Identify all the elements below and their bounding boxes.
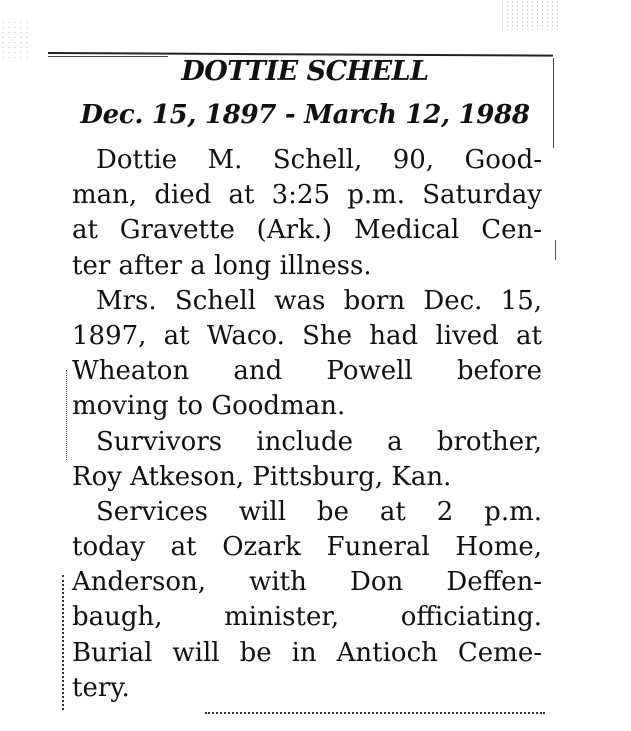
body-line: Mrs. Schell was born Dec. 15, <box>96 285 542 316</box>
body-line: tery. <box>72 672 130 703</box>
body-line: Dottie M. Schell, 90, Good- <box>96 145 542 175</box>
clipping-edge-left <box>66 370 67 460</box>
body-line: Survivors include a brother, <box>96 426 542 457</box>
clipping-edge-right <box>553 58 554 148</box>
body-line: Services will be at 2 p.m. <box>96 496 542 527</box>
clipping-edge-bottom <box>205 712 545 714</box>
body-line: ter after a long illness. <box>72 250 372 281</box>
body-line: Roy Atkeson, Pittsburg, Kan. <box>72 461 452 492</box>
clipping-edge-right <box>555 240 556 260</box>
body-line: 1897, at Waco. She had lived at <box>72 320 542 351</box>
obituary-body <box>72 143 542 706</box>
scan-noise <box>500 0 560 30</box>
obituary-name: DOTTIE SCHELL <box>181 56 429 87</box>
body-line: moving to Goodman. <box>72 391 346 422</box>
body-line: baugh, minister, officiating. <box>72 602 542 633</box>
clipping-edge-left <box>62 575 64 710</box>
obituary-dates: Dec. 15, 1897 - March 12, 1988 <box>80 100 530 130</box>
body-line: Burial will be in Antioch Ceme- <box>72 637 542 668</box>
body-line: at Gravette (Ark.) Medical Cen- <box>72 215 542 246</box>
scan-noise <box>0 20 30 60</box>
body-line: Wheaton and Powell before <box>72 356 542 387</box>
body-line: man, died at 3:25 p.m. Saturday <box>72 180 542 211</box>
body-line: today at Ozark Funeral Home, <box>72 532 542 563</box>
body-line: Anderson, with Don Deffen- <box>72 567 542 598</box>
